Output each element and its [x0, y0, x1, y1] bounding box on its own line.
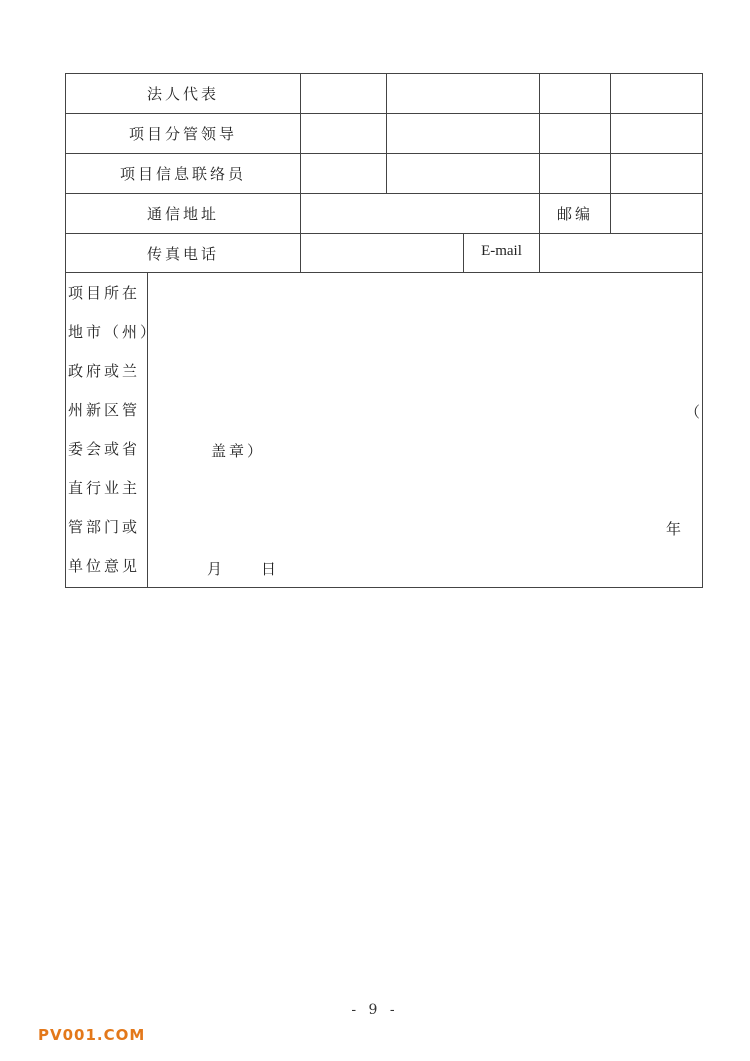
- label-project-leader: 项目分管领导: [128, 125, 237, 143]
- label-project-liaison: 项目信息联络员: [119, 165, 246, 183]
- project-leader-field-1[interactable]: [301, 114, 386, 153]
- mailing-address-field[interactable]: [301, 194, 539, 233]
- opinion-field[interactable]: [148, 273, 702, 587]
- table-border-bottom: [65, 587, 703, 588]
- opinion-label-line: 管部门或: [68, 518, 141, 536]
- project-leader-field-4[interactable]: [611, 114, 702, 153]
- year-label: 年: [666, 520, 685, 538]
- postcode-field[interactable]: [611, 194, 702, 233]
- opinion-label-line: 政府或兰: [68, 362, 141, 380]
- legal-representative-field-2[interactable]: [387, 74, 539, 113]
- seal-label: 盖章）: [211, 442, 266, 460]
- legal-representative-field-4[interactable]: [611, 74, 702, 113]
- opinion-label-line: 直行业主: [68, 479, 141, 497]
- opinion-label-line: 单位意见: [68, 557, 141, 575]
- legal-representative-field-3[interactable]: [540, 74, 610, 113]
- watermark-logo: PV001.COM: [38, 1026, 146, 1044]
- label-email: E-mail: [481, 243, 522, 259]
- project-leader-field-2[interactable]: [387, 114, 539, 153]
- seal-open-paren: （: [685, 403, 704, 421]
- project-liaison-field-3[interactable]: [540, 154, 610, 193]
- opinion-label: [68, 274, 158, 586]
- opinion-label-line: 地市（州）: [68, 323, 159, 341]
- label-fax-phone: 传真电话: [146, 245, 219, 263]
- opinion-label-line: 委会或省: [68, 440, 141, 458]
- email-field[interactable]: [540, 234, 702, 272]
- project-liaison-field-2[interactable]: [387, 154, 539, 193]
- fax-phone-field[interactable]: [301, 234, 463, 272]
- opinion-label-line: 州新区管: [68, 401, 141, 419]
- opinion-label-line: 项目所在: [68, 284, 141, 302]
- legal-representative-field-1[interactable]: [301, 74, 386, 113]
- table-border-left: [65, 73, 66, 588]
- day-label: 日: [261, 560, 280, 578]
- project-leader-field-3[interactable]: [540, 114, 610, 153]
- label-legal-representative: 法人代表: [146, 85, 219, 103]
- page-number: - 9 -: [351, 1002, 399, 1018]
- project-liaison-field-4[interactable]: [611, 154, 702, 193]
- label-postcode: 邮编: [556, 205, 593, 223]
- table-border-right: [702, 73, 703, 588]
- month-label: 月: [207, 560, 226, 578]
- project-liaison-field-1[interactable]: [301, 154, 386, 193]
- label-mailing-address: 通信地址: [146, 205, 219, 223]
